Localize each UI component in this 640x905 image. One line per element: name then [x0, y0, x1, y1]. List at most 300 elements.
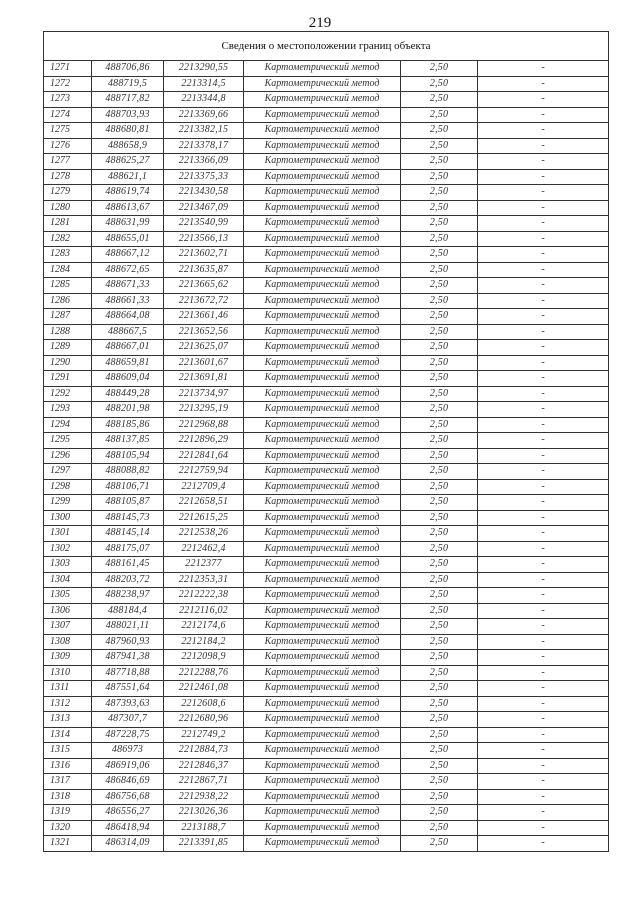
- table-row: [44, 634, 609, 650]
- note-cell: -: [478, 526, 609, 542]
- method-cell: Картометрический метод: [244, 743, 401, 759]
- table-row: [44, 123, 609, 139]
- note-cell: -: [478, 510, 609, 526]
- boundary-coordinates-table: [43, 31, 609, 852]
- precision-cell: 2,50: [401, 712, 478, 728]
- x-coordinate-cell: 487941,38: [92, 650, 164, 666]
- method-cell: Картометрический метод: [244, 386, 401, 402]
- method-cell: Картометрический метод: [244, 603, 401, 619]
- table-row: [44, 650, 609, 666]
- table-row: [44, 417, 609, 433]
- y-coordinate-cell: 2213378,17: [164, 138, 244, 154]
- note-cell: -: [478, 696, 609, 712]
- note-cell: -: [478, 417, 609, 433]
- point-number-cell: 1301: [44, 526, 92, 542]
- y-coordinate-cell: 2213566,13: [164, 231, 244, 247]
- y-coordinate-cell: 2213602,71: [164, 247, 244, 263]
- point-number-cell: 1303: [44, 557, 92, 573]
- precision-cell: 2,50: [401, 123, 478, 139]
- x-coordinate-cell: 486314,09: [92, 836, 164, 852]
- precision-cell: 2,50: [401, 200, 478, 216]
- y-coordinate-cell: 2212759,94: [164, 464, 244, 480]
- method-cell: Картометрический метод: [244, 433, 401, 449]
- x-coordinate-cell: 487718,88: [92, 665, 164, 681]
- precision-cell: 2,50: [401, 231, 478, 247]
- method-cell: Картометрический метод: [244, 727, 401, 743]
- x-coordinate-cell: 488184,4: [92, 603, 164, 619]
- precision-cell: 2,50: [401, 417, 478, 433]
- y-coordinate-cell: 2212938,22: [164, 789, 244, 805]
- table-body: [44, 61, 609, 852]
- x-coordinate-cell: 486418,94: [92, 820, 164, 836]
- note-cell: -: [478, 495, 609, 511]
- x-coordinate-cell: 488706,86: [92, 61, 164, 77]
- x-coordinate-cell: 488105,94: [92, 448, 164, 464]
- note-cell: -: [478, 619, 609, 635]
- x-coordinate-cell: 488185,86: [92, 417, 164, 433]
- y-coordinate-cell: 2213672,72: [164, 293, 244, 309]
- method-cell: Картометрический метод: [244, 76, 401, 92]
- note-cell: -: [478, 789, 609, 805]
- method-cell: Картометрический метод: [244, 557, 401, 573]
- x-coordinate-cell: 488667,12: [92, 247, 164, 263]
- point-number-cell: 1319: [44, 805, 92, 821]
- precision-cell: 2,50: [401, 216, 478, 232]
- y-coordinate-cell: 2213295,19: [164, 402, 244, 418]
- table-row: [44, 340, 609, 356]
- table-row: [44, 681, 609, 697]
- x-coordinate-cell: 488137,85: [92, 433, 164, 449]
- y-coordinate-cell: 2213375,33: [164, 169, 244, 185]
- point-number-cell: 1286: [44, 293, 92, 309]
- note-cell: -: [478, 386, 609, 402]
- table-row: [44, 588, 609, 604]
- y-coordinate-cell: 2213382,15: [164, 123, 244, 139]
- precision-cell: 2,50: [401, 371, 478, 387]
- method-cell: Картометрический метод: [244, 495, 401, 511]
- table-title: Сведения о местоположении границ объекта: [44, 32, 609, 61]
- x-coordinate-cell: 488680,81: [92, 123, 164, 139]
- x-coordinate-cell: 488655,01: [92, 231, 164, 247]
- precision-cell: 2,50: [401, 696, 478, 712]
- note-cell: -: [478, 805, 609, 821]
- method-cell: Картометрический метод: [244, 820, 401, 836]
- point-number-cell: 1274: [44, 107, 92, 123]
- method-cell: Картометрический метод: [244, 107, 401, 123]
- table-row: [44, 200, 609, 216]
- table-row: [44, 262, 609, 278]
- method-cell: Картометрический метод: [244, 247, 401, 263]
- table-row: [44, 665, 609, 681]
- point-number-cell: 1282: [44, 231, 92, 247]
- page-number: 219: [308, 15, 332, 31]
- x-coordinate-cell: 488619,74: [92, 185, 164, 201]
- x-coordinate-cell: 488613,67: [92, 200, 164, 216]
- x-coordinate-cell: 487551,64: [92, 681, 164, 697]
- x-coordinate-cell: 486556,27: [92, 805, 164, 821]
- precision-cell: 2,50: [401, 448, 478, 464]
- note-cell: -: [478, 216, 609, 232]
- method-cell: Картометрический метод: [244, 541, 401, 557]
- method-cell: Картометрический метод: [244, 650, 401, 666]
- method-cell: Картометрический метод: [244, 774, 401, 790]
- precision-cell: 2,50: [401, 479, 478, 495]
- note-cell: -: [478, 231, 609, 247]
- method-cell: Картометрический метод: [244, 324, 401, 340]
- table-header-row: [44, 32, 609, 61]
- precision-cell: 2,50: [401, 76, 478, 92]
- y-coordinate-cell: 2213391,85: [164, 836, 244, 852]
- table-row: [44, 107, 609, 123]
- method-cell: Картометрический метод: [244, 712, 401, 728]
- table-row: [44, 92, 609, 108]
- point-number-cell: 1304: [44, 572, 92, 588]
- precision-cell: 2,50: [401, 340, 478, 356]
- precision-cell: 2,50: [401, 743, 478, 759]
- x-coordinate-cell: 488609,04: [92, 371, 164, 387]
- table-row: [44, 789, 609, 805]
- precision-cell: 2,50: [401, 774, 478, 790]
- point-number-cell: 1277: [44, 154, 92, 170]
- point-number-cell: 1308: [44, 634, 92, 650]
- precision-cell: 2,50: [401, 495, 478, 511]
- y-coordinate-cell: 2212680,96: [164, 712, 244, 728]
- point-number-cell: 1273: [44, 92, 92, 108]
- method-cell: Картометрический метод: [244, 805, 401, 821]
- x-coordinate-cell: 488658,9: [92, 138, 164, 154]
- point-number-cell: 1313: [44, 712, 92, 728]
- y-coordinate-cell: 2212184,2: [164, 634, 244, 650]
- y-coordinate-cell: 2213652,56: [164, 324, 244, 340]
- x-coordinate-cell: 488625,27: [92, 154, 164, 170]
- note-cell: -: [478, 293, 609, 309]
- point-number-cell: 1293: [44, 402, 92, 418]
- method-cell: Картометрический метод: [244, 278, 401, 294]
- note-cell: -: [478, 402, 609, 418]
- table-row: [44, 278, 609, 294]
- x-coordinate-cell: 488175,07: [92, 541, 164, 557]
- x-coordinate-cell: 488203,72: [92, 572, 164, 588]
- y-coordinate-cell: 2212841,64: [164, 448, 244, 464]
- point-number-cell: 1285: [44, 278, 92, 294]
- point-number-cell: 1275: [44, 123, 92, 139]
- note-cell: -: [478, 712, 609, 728]
- point-number-cell: 1306: [44, 603, 92, 619]
- note-cell: -: [478, 836, 609, 852]
- note-cell: -: [478, 61, 609, 77]
- x-coordinate-cell: 486973: [92, 743, 164, 759]
- x-coordinate-cell: 488671,33: [92, 278, 164, 294]
- method-cell: Картометрический метод: [244, 123, 401, 139]
- table-row: [44, 712, 609, 728]
- table-row: [44, 603, 609, 619]
- point-number-cell: 1294: [44, 417, 92, 433]
- note-cell: -: [478, 603, 609, 619]
- precision-cell: 2,50: [401, 169, 478, 185]
- method-cell: Картометрический метод: [244, 371, 401, 387]
- note-cell: -: [478, 743, 609, 759]
- x-coordinate-cell: 488631,99: [92, 216, 164, 232]
- y-coordinate-cell: 2213026,36: [164, 805, 244, 821]
- x-coordinate-cell: 488667,5: [92, 324, 164, 340]
- precision-cell: 2,50: [401, 789, 478, 805]
- table-row: [44, 169, 609, 185]
- table-row: [44, 76, 609, 92]
- note-cell: -: [478, 355, 609, 371]
- note-cell: -: [478, 247, 609, 263]
- y-coordinate-cell: 2213540,99: [164, 216, 244, 232]
- table-row: [44, 495, 609, 511]
- x-coordinate-cell: 488106,71: [92, 479, 164, 495]
- precision-cell: 2,50: [401, 526, 478, 542]
- x-coordinate-cell: 488238,97: [92, 588, 164, 604]
- x-coordinate-cell: 488659,81: [92, 355, 164, 371]
- y-coordinate-cell: 2213661,46: [164, 309, 244, 325]
- point-number-cell: 1296: [44, 448, 92, 464]
- y-coordinate-cell: 2212353,31: [164, 572, 244, 588]
- x-coordinate-cell: 488105,87: [92, 495, 164, 511]
- note-cell: -: [478, 169, 609, 185]
- table-row: [44, 402, 609, 418]
- point-number-cell: 1283: [44, 247, 92, 263]
- method-cell: Картометрический метод: [244, 789, 401, 805]
- x-coordinate-cell: 487393,63: [92, 696, 164, 712]
- note-cell: -: [478, 324, 609, 340]
- method-cell: Картометрический метод: [244, 619, 401, 635]
- method-cell: Картометрический метод: [244, 92, 401, 108]
- y-coordinate-cell: 2212538,26: [164, 526, 244, 542]
- note-cell: -: [478, 371, 609, 387]
- method-cell: Картометрический метод: [244, 138, 401, 154]
- point-number-cell: 1321: [44, 836, 92, 852]
- y-coordinate-cell: 2212462,4: [164, 541, 244, 557]
- precision-cell: 2,50: [401, 603, 478, 619]
- point-number-cell: 1305: [44, 588, 92, 604]
- point-number-cell: 1309: [44, 650, 92, 666]
- point-number-cell: 1316: [44, 758, 92, 774]
- x-coordinate-cell: 488088,82: [92, 464, 164, 480]
- table-row: [44, 572, 609, 588]
- table-row: [44, 727, 609, 743]
- y-coordinate-cell: 2212174,6: [164, 619, 244, 635]
- precision-cell: 2,50: [401, 619, 478, 635]
- precision-cell: 2,50: [401, 386, 478, 402]
- x-coordinate-cell: 488449,28: [92, 386, 164, 402]
- note-cell: -: [478, 200, 609, 216]
- x-coordinate-cell: 488021,11: [92, 619, 164, 635]
- point-number-cell: 1276: [44, 138, 92, 154]
- point-number-cell: 1284: [44, 262, 92, 278]
- method-cell: Картометрический метод: [244, 293, 401, 309]
- table-row: [44, 154, 609, 170]
- precision-cell: 2,50: [401, 247, 478, 263]
- table-row: [44, 805, 609, 821]
- table-row: [44, 836, 609, 852]
- table-row: [44, 355, 609, 371]
- note-cell: -: [478, 138, 609, 154]
- table-row: [44, 557, 609, 573]
- point-number-cell: 1314: [44, 727, 92, 743]
- x-coordinate-cell: 487307,7: [92, 712, 164, 728]
- point-number-cell: 1290: [44, 355, 92, 371]
- x-coordinate-cell: 486756,68: [92, 789, 164, 805]
- point-number-cell: 1278: [44, 169, 92, 185]
- point-number-cell: 1302: [44, 541, 92, 557]
- method-cell: Картометрический метод: [244, 464, 401, 480]
- y-coordinate-cell: 2213665,62: [164, 278, 244, 294]
- method-cell: Картометрический метод: [244, 510, 401, 526]
- y-coordinate-cell: 2213366,09: [164, 154, 244, 170]
- table-row: [44, 758, 609, 774]
- method-cell: Картометрический метод: [244, 169, 401, 185]
- y-coordinate-cell: 2212098,9: [164, 650, 244, 666]
- x-coordinate-cell: 488703,93: [92, 107, 164, 123]
- y-coordinate-cell: 2213601,67: [164, 355, 244, 371]
- method-cell: Картометрический метод: [244, 681, 401, 697]
- precision-cell: 2,50: [401, 665, 478, 681]
- point-number-cell: 1318: [44, 789, 92, 805]
- table-row: [44, 774, 609, 790]
- precision-cell: 2,50: [401, 464, 478, 480]
- note-cell: -: [478, 820, 609, 836]
- table-row: [44, 541, 609, 557]
- table-row: [44, 324, 609, 340]
- y-coordinate-cell: 2213467,09: [164, 200, 244, 216]
- note-cell: -: [478, 681, 609, 697]
- note-cell: -: [478, 154, 609, 170]
- x-coordinate-cell: 488621,1: [92, 169, 164, 185]
- point-number-cell: 1271: [44, 61, 92, 77]
- y-coordinate-cell: 2213369,66: [164, 107, 244, 123]
- point-number-cell: 1295: [44, 433, 92, 449]
- y-coordinate-cell: 2213430,58: [164, 185, 244, 201]
- note-cell: -: [478, 185, 609, 201]
- y-coordinate-cell: 2213314,5: [164, 76, 244, 92]
- method-cell: Картометрический метод: [244, 526, 401, 542]
- x-coordinate-cell: 487960,93: [92, 634, 164, 650]
- precision-cell: 2,50: [401, 541, 478, 557]
- note-cell: -: [478, 340, 609, 356]
- table-row: [44, 247, 609, 263]
- x-coordinate-cell: 488672,65: [92, 262, 164, 278]
- precision-cell: 2,50: [401, 92, 478, 108]
- note-cell: -: [478, 107, 609, 123]
- table-row: [44, 696, 609, 712]
- point-number-cell: 1287: [44, 309, 92, 325]
- x-coordinate-cell: 488161,45: [92, 557, 164, 573]
- point-number-cell: 1291: [44, 371, 92, 387]
- method-cell: Картометрический метод: [244, 836, 401, 852]
- y-coordinate-cell: 2212608,6: [164, 696, 244, 712]
- table-row: [44, 619, 609, 635]
- y-coordinate-cell: 2213188,7: [164, 820, 244, 836]
- method-cell: Картометрический метод: [244, 309, 401, 325]
- method-cell: Картометрический метод: [244, 185, 401, 201]
- table-row: [44, 433, 609, 449]
- method-cell: Картометрический метод: [244, 758, 401, 774]
- precision-cell: 2,50: [401, 510, 478, 526]
- note-cell: -: [478, 278, 609, 294]
- y-coordinate-cell: 2212377: [164, 557, 244, 573]
- y-coordinate-cell: 2212867,71: [164, 774, 244, 790]
- point-number-cell: 1310: [44, 665, 92, 681]
- note-cell: -: [478, 262, 609, 278]
- point-number-cell: 1298: [44, 479, 92, 495]
- x-coordinate-cell: 488145,14: [92, 526, 164, 542]
- table-row: [44, 309, 609, 325]
- method-cell: Картометрический метод: [244, 448, 401, 464]
- point-number-cell: 1281: [44, 216, 92, 232]
- point-number-cell: 1317: [44, 774, 92, 790]
- method-cell: Картометрический метод: [244, 340, 401, 356]
- precision-cell: 2,50: [401, 805, 478, 821]
- note-cell: -: [478, 309, 609, 325]
- point-number-cell: 1292: [44, 386, 92, 402]
- precision-cell: 2,50: [401, 402, 478, 418]
- x-coordinate-cell: 488145,73: [92, 510, 164, 526]
- point-number-cell: 1280: [44, 200, 92, 216]
- note-cell: -: [478, 92, 609, 108]
- precision-cell: 2,50: [401, 138, 478, 154]
- point-number-cell: 1279: [44, 185, 92, 201]
- y-coordinate-cell: 2212749,2: [164, 727, 244, 743]
- precision-cell: 2,50: [401, 154, 478, 170]
- x-coordinate-cell: 486919,06: [92, 758, 164, 774]
- note-cell: -: [478, 433, 609, 449]
- x-coordinate-cell: 488717,82: [92, 92, 164, 108]
- method-cell: Картометрический метод: [244, 665, 401, 681]
- y-coordinate-cell: 2212222,38: [164, 588, 244, 604]
- x-coordinate-cell: 488719,5: [92, 76, 164, 92]
- method-cell: Картометрический метод: [244, 355, 401, 371]
- precision-cell: 2,50: [401, 433, 478, 449]
- point-number-cell: 1297: [44, 464, 92, 480]
- note-cell: -: [478, 572, 609, 588]
- table-row: [44, 743, 609, 759]
- precision-cell: 2,50: [401, 185, 478, 201]
- x-coordinate-cell: 487228,75: [92, 727, 164, 743]
- table-row: [44, 371, 609, 387]
- note-cell: -: [478, 479, 609, 495]
- point-number-cell: 1300: [44, 510, 92, 526]
- note-cell: -: [478, 76, 609, 92]
- y-coordinate-cell: 2212461,08: [164, 681, 244, 697]
- method-cell: Картометрический метод: [244, 262, 401, 278]
- table-row: [44, 464, 609, 480]
- point-number-cell: 1307: [44, 619, 92, 635]
- y-coordinate-cell: 2212884,73: [164, 743, 244, 759]
- y-coordinate-cell: 2212658,51: [164, 495, 244, 511]
- y-coordinate-cell: 2213734,97: [164, 386, 244, 402]
- table-row: [44, 185, 609, 201]
- point-number-cell: 1299: [44, 495, 92, 511]
- precision-cell: 2,50: [401, 758, 478, 774]
- x-coordinate-cell: 488661,33: [92, 293, 164, 309]
- precision-cell: 2,50: [401, 309, 478, 325]
- precision-cell: 2,50: [401, 836, 478, 852]
- note-cell: -: [478, 541, 609, 557]
- method-cell: Картометрический метод: [244, 634, 401, 650]
- y-coordinate-cell: 2213691,81: [164, 371, 244, 387]
- precision-cell: 2,50: [401, 650, 478, 666]
- precision-cell: 2,50: [401, 572, 478, 588]
- table-row: [44, 231, 609, 247]
- note-cell: -: [478, 774, 609, 790]
- x-coordinate-cell: 486846,69: [92, 774, 164, 790]
- point-number-cell: 1311: [44, 681, 92, 697]
- precision-cell: 2,50: [401, 588, 478, 604]
- note-cell: -: [478, 588, 609, 604]
